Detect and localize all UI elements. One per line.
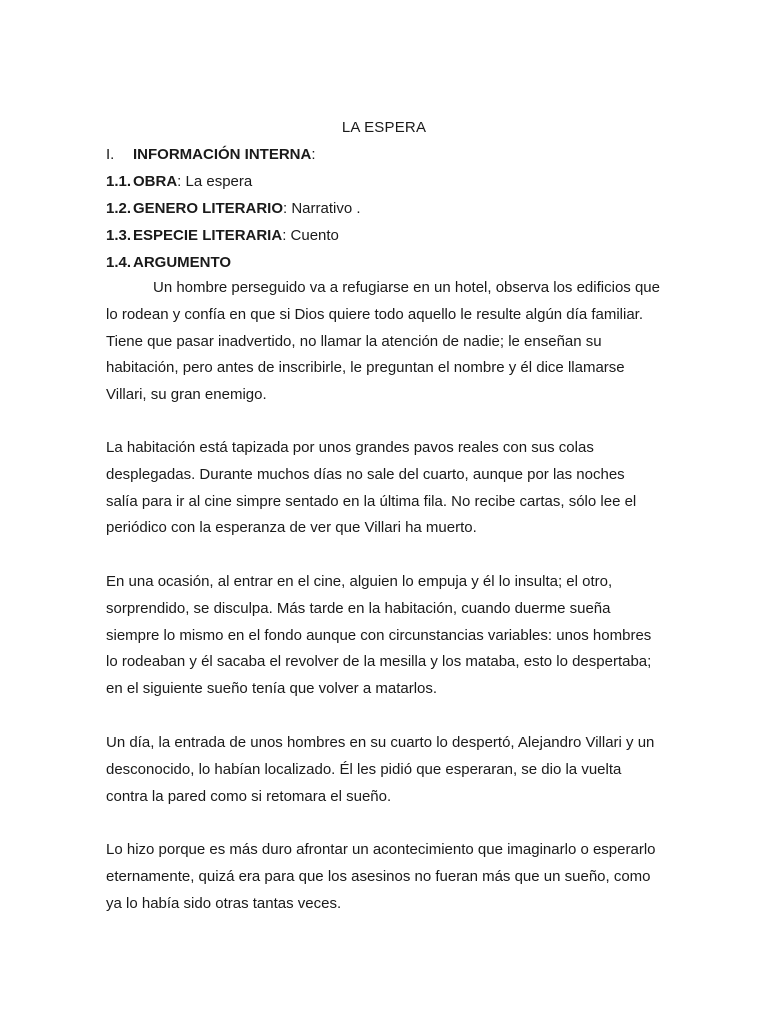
- info-item-number: 1.1.: [106, 173, 132, 190]
- paragraph-line: sorprendido, se disculpa. Más tarde en la habitación, cuando duerme sueña: [106, 599, 611, 617]
- paragraph-line: salía para ir al cine simpre sentado en la última fila. No recibe cartas, sólo lee el: [106, 492, 637, 510]
- paragraph-line: Un hombre perseguido va a refugiarse en un hotel, observa los edificios que: [153, 279, 660, 296]
- paragraph-line: En una ocasión, al entrar en el cine, alguien lo empuja y él lo insulta; el otro,: [106, 573, 613, 590]
- paragraph-line: habitación, pero antes de inscribirle, le preguntan el nombre y él dice llamarse: [106, 359, 625, 377]
- info-item-label: ESPECIE LITERARIA: [133, 227, 283, 244]
- info-item-label: GENERO LITERARIO: [133, 200, 284, 217]
- paragraph-line: Un día, la entrada de unos hombres en su cuarto lo despertó, Alejandro Villari y un: [106, 734, 655, 751]
- info-item-argumento: [106, 253, 231, 273]
- info-item-obra: [106, 172, 252, 192]
- section-numeral: I.: [106, 146, 115, 163]
- info-item-number: 1.3.: [106, 227, 132, 244]
- argument-paragraph-5: [106, 837, 676, 917]
- paragraph-line: Tiene que pasar inadvertido, no llamar la atención de nadie; le enseñan su: [106, 332, 602, 350]
- paragraph-line: La habitación está tapizada por unos grandes pavos reales con sus colas: [106, 439, 594, 456]
- paragraph-line: Villari, su gran enemigo.: [106, 386, 267, 404]
- paragraph-line: eternamente, quizá era para que los asesinos no fueran más que un sueño, como: [106, 867, 651, 885]
- argument-paragraph-4: [106, 730, 676, 810]
- paragraph-line: lo rodean y confía en que si Dios quiere todo aquello le resulte algún día familiar.: [106, 305, 644, 323]
- info-item-genero: [106, 199, 361, 219]
- info-item-value: : Cuento: [282, 227, 339, 244]
- document-title: LA ESPERA: [341, 119, 427, 136]
- paragraph-line: en el siguiente sueño tenía que volver a matarlos.: [106, 680, 438, 698]
- info-item-number: 1.4.: [106, 254, 132, 271]
- info-item-label: OBRA: [133, 173, 178, 190]
- paragraph-line: Lo hizo porque es más duro afrontar un acontecimiento que imaginarlo o esperarlo: [106, 841, 656, 858]
- argument-paragraph-2: [106, 435, 676, 542]
- info-item-number: 1.2.: [106, 200, 132, 217]
- paragraph-line: siempre lo mismo en el fondo aunque con circunstancias variables: unos hombres: [106, 626, 652, 644]
- section-label: INFORMACIÓN INTERNA: [133, 146, 312, 163]
- paragraph-line: periódico con la esperanza de ver que Villari ha muerto.: [106, 519, 477, 537]
- paragraph-line: ya lo había sido otras tantas veces.: [106, 894, 342, 912]
- paragraph-line: lo rodeaban y él sacaba el revolver de la mesilla y los mataba, esto lo despertaba;: [106, 653, 652, 671]
- paragraph-line: contra la pared como si retomara el sueño.: [106, 787, 392, 805]
- info-item-value: : La espera: [177, 173, 253, 190]
- section-heading: [106, 145, 316, 165]
- info-item-label: ARGUMENTO: [133, 254, 232, 271]
- info-item-value: : Narrativo .: [283, 200, 361, 217]
- argument-paragraph-1: [106, 275, 676, 409]
- section-suffix: :: [311, 146, 316, 163]
- info-item-especie: [106, 226, 339, 246]
- paragraph-line: desplegadas. Durante muchos días no sale del cuarto, aunque por las noches: [106, 465, 625, 483]
- argument-paragraph-3: [106, 569, 676, 703]
- paragraph-line: desconocido, lo habían localizado. Él les pidió que esperaran, se dio la vuelta: [106, 760, 622, 778]
